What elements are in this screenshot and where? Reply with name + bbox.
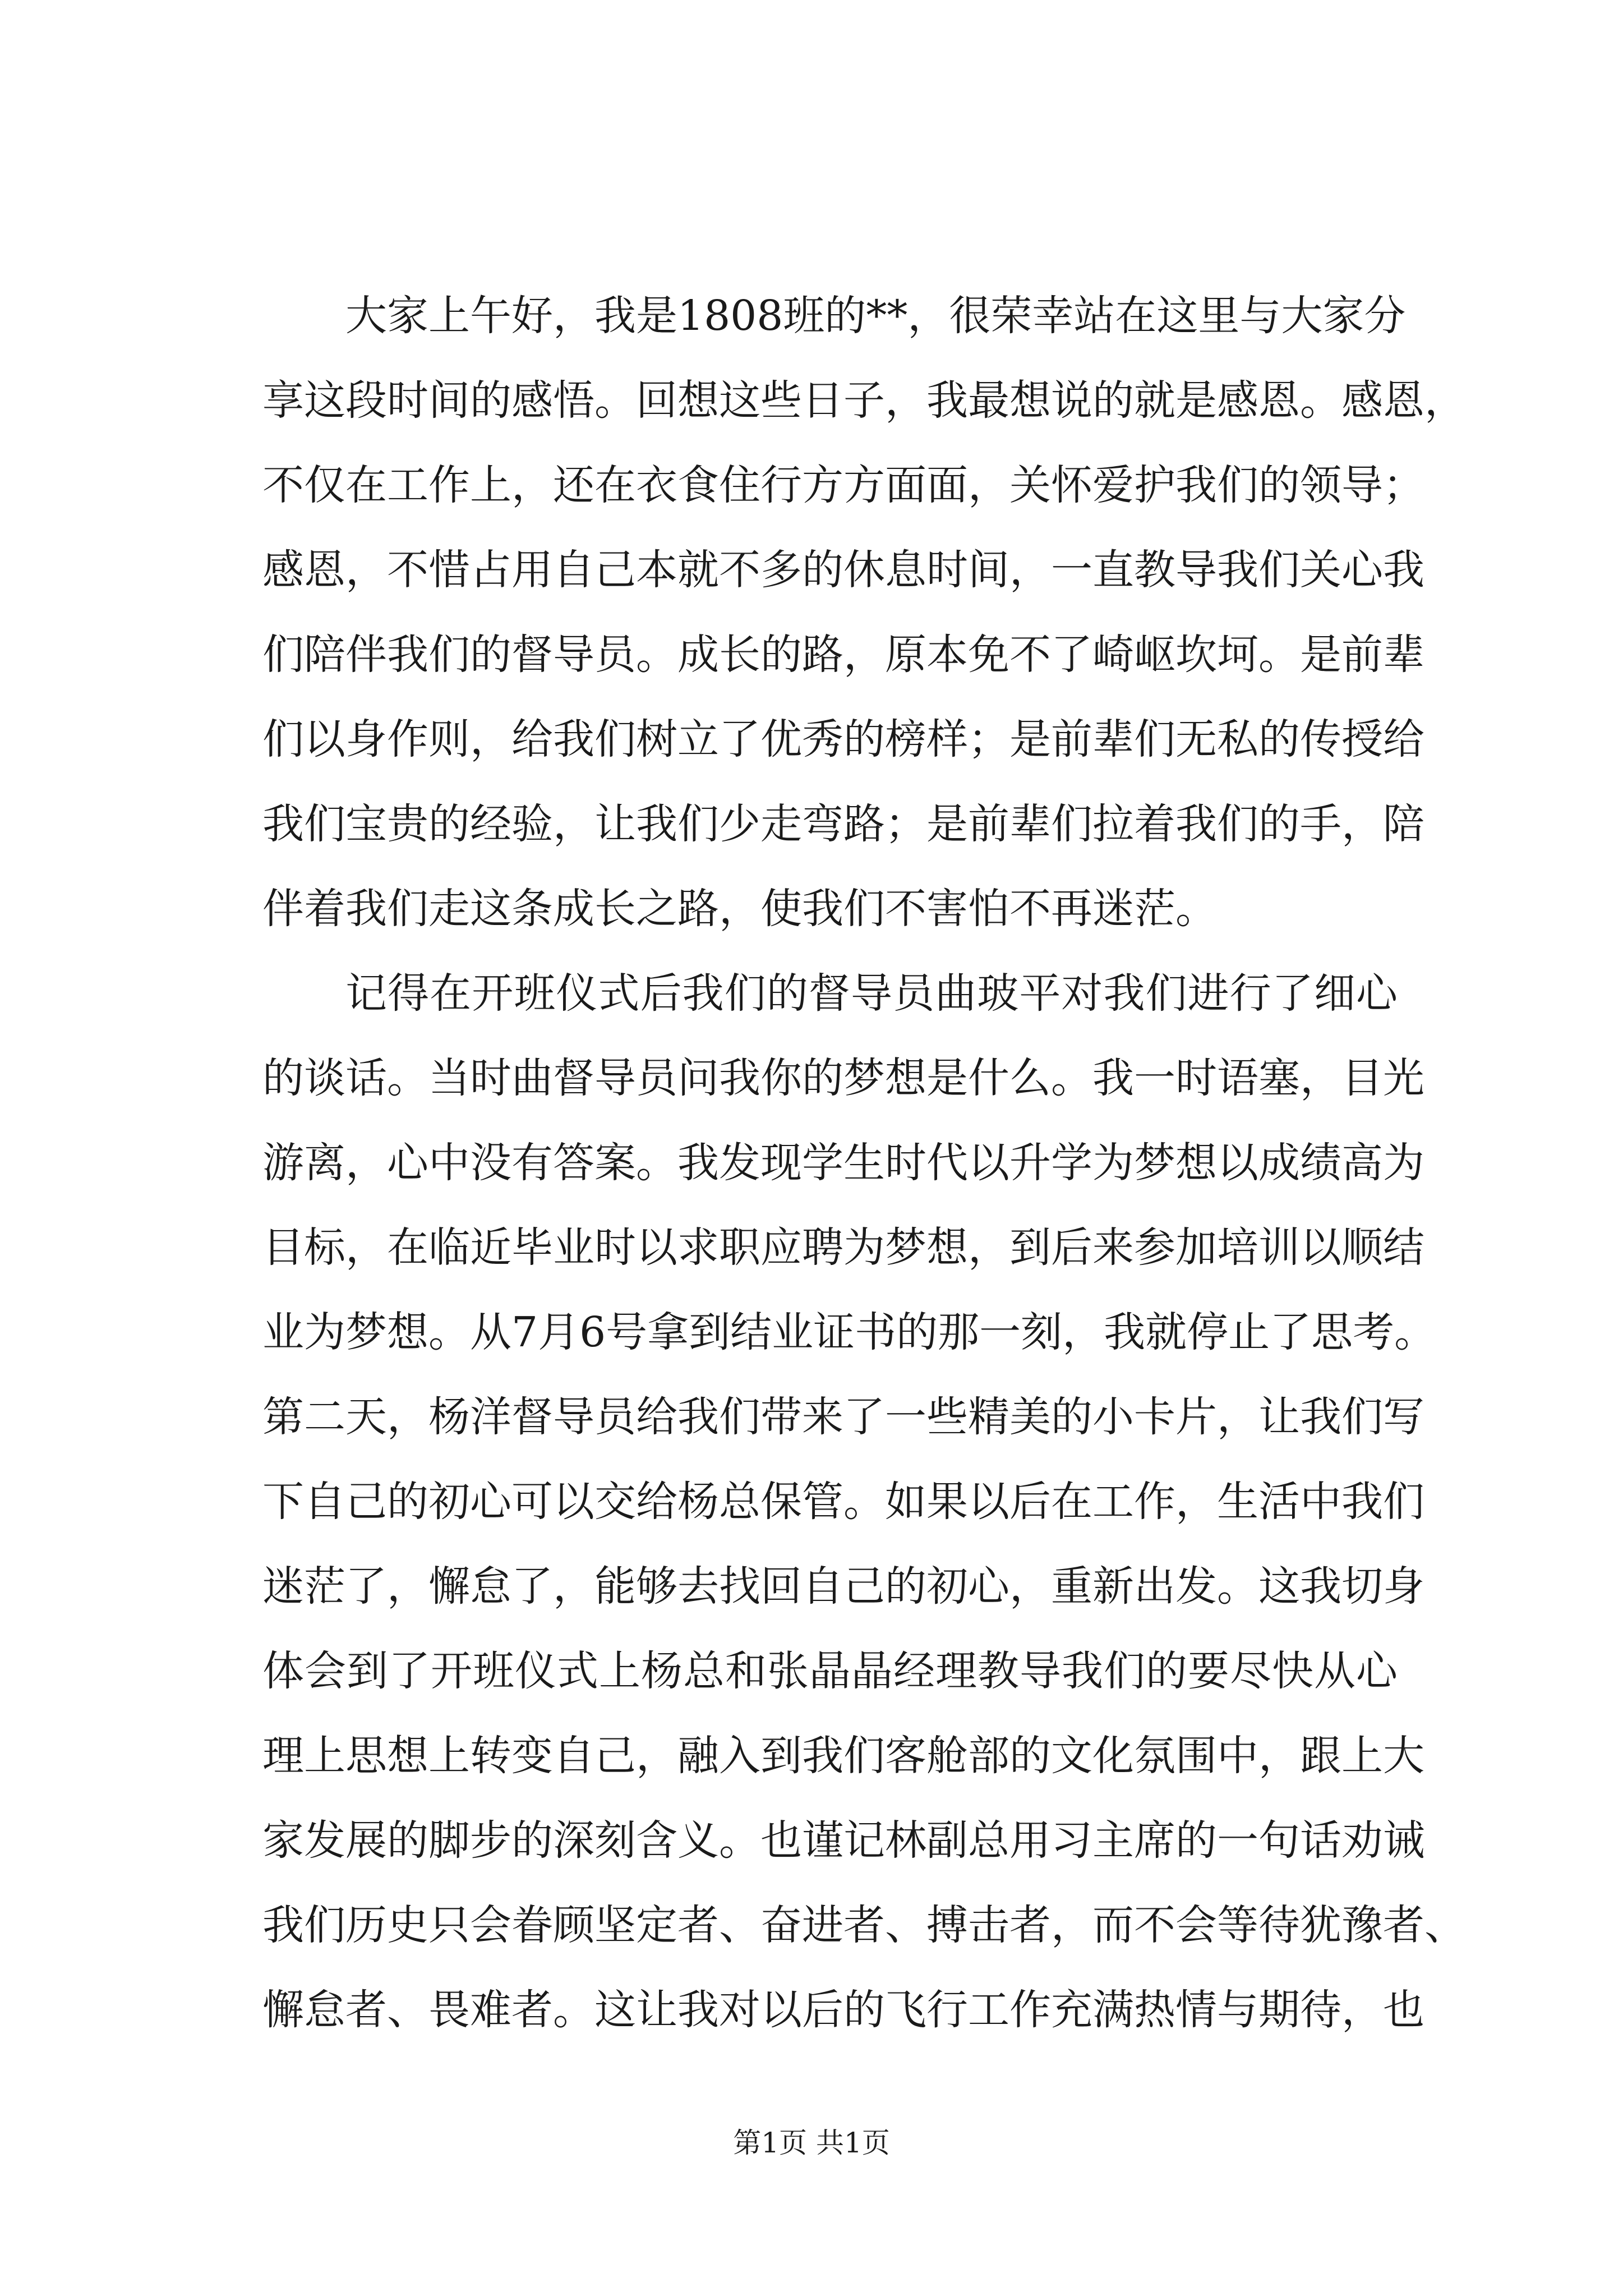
paragraph-2-line-2: 的谈话。当时曲督导员问我你的梦想是什么。我一时语塞，目光 [262,1054,1424,1102]
paragraph-1-line-6: 们以身作则，给我们树立了优秀的榜样；是前辈们无私的传授给 [262,715,1424,763]
paragraph-1-line-8: 伴着我们走这条成长之路，使我们不害怕不再迷茫。 [262,885,1217,933]
paragraph-1-line-5: 们陪伴我们的督导员。成长的路，原本免不了崎岖坎坷。是前辈 [262,631,1424,679]
page-footer: 第1页 共1页 [733,2127,890,2159]
paragraph-2-line-6: 第二天，杨洋督导员给我们带来了一些精美的小卡片，让我们写 [262,1393,1424,1441]
paragraph-2-line-1: 记得在开班仪式后我们的督导员曲玻平对我们进行了细心 [345,969,1398,1018]
paragraph-1-line-2: 享这段时间的感悟。回想这些日子，我最想说的就是感恩。感恩， [262,376,1466,425]
paragraph-2-line-9: 体会到了开班仪式上杨总和张晶晶经理教导我们的要尽快从心 [262,1647,1398,1695]
document-body [262,274,1466,2053]
paragraph-2-line-10: 理上思想上转变自己，融入到我们客舱部的文化氛围中，跟上大 [262,1732,1424,1780]
paragraph-1-line-1: 大家上午好，我是1808班的**，很荣幸站在这里与大家分 [345,292,1406,340]
paragraph-2-line-11: 家发展的脚步的深刻含义。也谨记林副总用习主席的一句话劝诫 [262,1816,1424,1865]
paragraph-1-line-3: 不仅在工作上，还在衣食住行方方面面，关怀爱护我们的领导； [262,461,1424,509]
paragraph-2-line-13: 懈怠者、畏难者。这让我对以后的飞行工作充满热情与期待，也 [262,1986,1424,2034]
paragraph-2-line-8: 迷茫了，懈怠了，能够去找回自己的初心，重新出发。这我切身 [262,1562,1424,1611]
paragraph-2-line-4: 目标，在临近毕业时以求职应聘为梦想，到后来参加培训以顺结 [262,1223,1424,1272]
paragraph-2-line-3: 游离，心中没有答案。我发现学生时代以升学为梦想以成绩高为 [262,1139,1424,1187]
paragraph-1-line-7: 我们宝贵的经验，让我们少走弯路；是前辈们拉着我们的手，陪 [262,800,1424,848]
paragraph-2-line-5: 业为梦想。从7月6号拿到结业证书的那一刻，我就停止了思考。 [262,1308,1436,1356]
paragraph-1-line-4: 感恩，不惜占用自己本就不多的休息时间，一直教导我们关心我 [262,546,1424,594]
paragraph-2-line-7: 下自己的初心可以交给杨总保管。如果以后在工作，生活中我们 [262,1478,1424,1526]
paragraph-2-line-12: 我们历史只会眷顾坚定者、奋进者、搏击者，而不会等待犹豫者、 [262,1901,1466,1949]
